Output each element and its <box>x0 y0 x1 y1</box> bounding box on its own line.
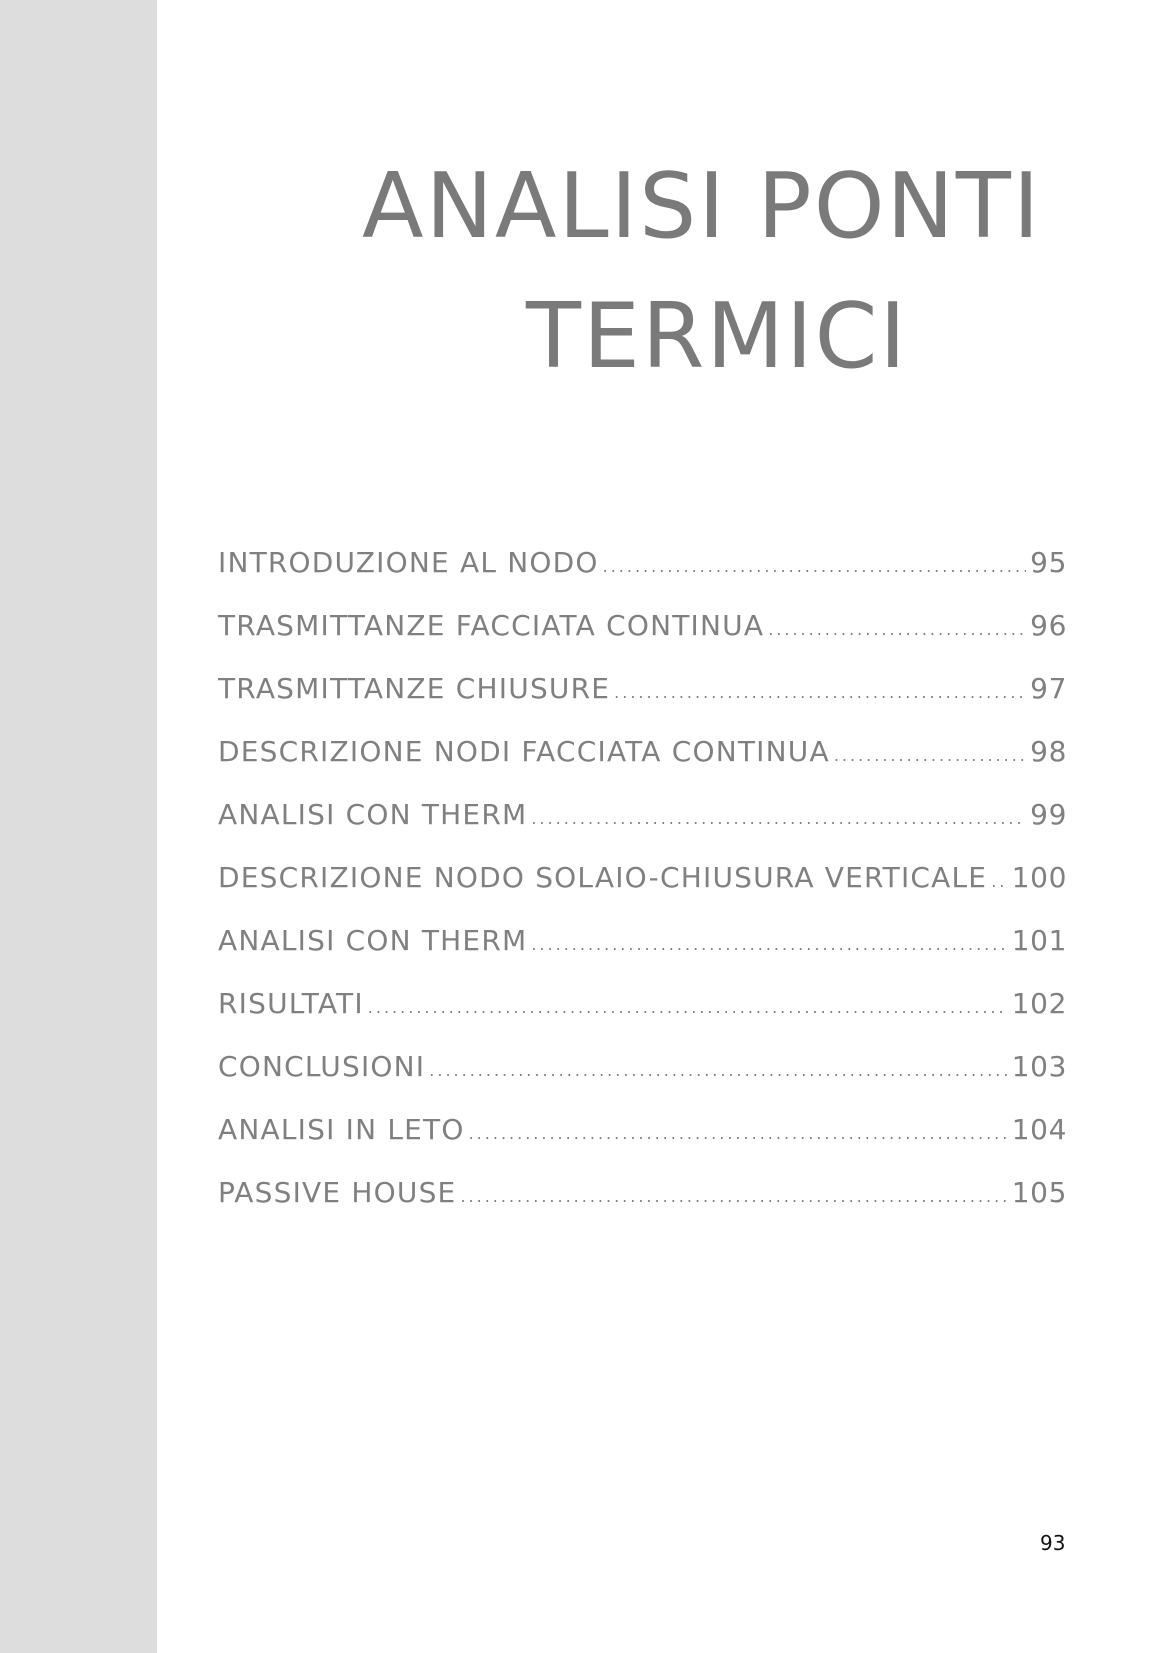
title-line-2: TERMICI <box>526 284 908 389</box>
toc-entry-page: 103 <box>1011 1050 1067 1083</box>
toc-dot-leader <box>834 746 1026 765</box>
toc-dot-leader <box>469 1124 1008 1143</box>
toc-dot-leader <box>460 1187 1007 1206</box>
toc-entry-page: 102 <box>1011 987 1067 1020</box>
toc-dot-leader <box>531 809 1026 828</box>
toc-entry-label: DESCRIZIONE NODI FACCIATA CONTINUA <box>218 735 830 768</box>
toc-entry-label: DESCRIZIONE NODO SOLAIO-CHIUSURA VERTICALE <box>218 861 988 894</box>
toc-entry-label: ANALISI IN LETO <box>218 1113 465 1146</box>
page-title <box>340 142 1060 402</box>
toc-dot-leader <box>768 620 1026 639</box>
toc-entry-label: ANALISI CON THERM <box>218 798 528 831</box>
toc-dot-leader <box>603 557 1027 576</box>
toc-entry-page: 96 <box>1030 609 1067 642</box>
toc-dot-leader <box>368 998 1008 1017</box>
toc-dot-leader <box>991 872 1008 891</box>
toc-entry-label: INTRODUZIONE AL NODO <box>218 546 599 579</box>
toc-entry[interactable] <box>218 1113 1067 1176</box>
toc-entry-page: 99 <box>1030 798 1067 831</box>
toc-entry-page: 100 <box>1011 861 1067 894</box>
toc-entry[interactable] <box>218 924 1067 987</box>
toc-entry-label: PASSIVE HOUSE <box>218 1176 457 1209</box>
toc-entry[interactable] <box>218 987 1067 1050</box>
toc-entry-label: RISULTATI <box>218 987 364 1020</box>
toc-dot-leader <box>614 683 1026 702</box>
toc-entry[interactable] <box>218 861 1067 924</box>
toc-entry[interactable] <box>218 798 1067 861</box>
toc-dot-leader <box>531 935 1007 954</box>
toc-entry[interactable] <box>218 1050 1067 1113</box>
toc-dot-leader <box>429 1061 1007 1080</box>
table-of-contents <box>218 546 1067 1239</box>
toc-entry[interactable] <box>218 546 1067 609</box>
toc-entry-page: 98 <box>1030 735 1067 768</box>
page-number: 93 <box>1040 1531 1066 1555</box>
toc-entry[interactable] <box>218 609 1067 672</box>
toc-entry-page: 104 <box>1011 1113 1067 1146</box>
toc-entry[interactable] <box>218 735 1067 798</box>
toc-entry-page: 101 <box>1011 924 1067 957</box>
toc-entry-label: TRASMITTANZE FACCIATA CONTINUA <box>218 609 765 642</box>
toc-entry-page: 105 <box>1011 1176 1067 1209</box>
toc-entry-label: CONCLUSIONI <box>218 1050 426 1083</box>
side-band <box>0 0 157 1653</box>
toc-entry-label: TRASMITTANZE CHIUSURE <box>218 672 611 705</box>
toc-entry-label: ANALISI CON THERM <box>218 924 528 957</box>
toc-entry-page: 95 <box>1030 546 1067 579</box>
title-line-1: ANALISI PONTI <box>362 154 1042 259</box>
toc-entry-page: 97 <box>1030 672 1067 705</box>
toc-entry[interactable] <box>218 672 1067 735</box>
toc-entry[interactable] <box>218 1176 1067 1239</box>
